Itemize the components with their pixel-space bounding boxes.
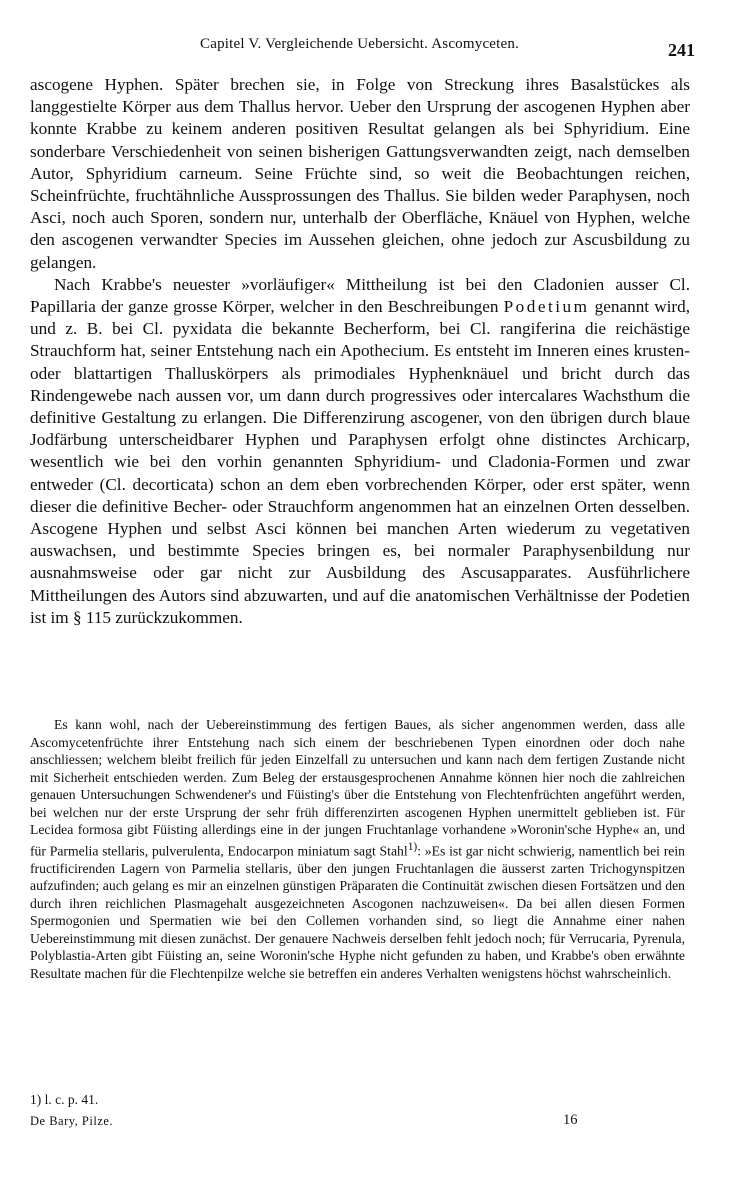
running-head: Capitel V. Vergleichende Uebersicht. Ascomyceten. [200, 36, 520, 52]
paragraph-2-start: Nach Krabbe's neuester »vorläufiger« Mittheilung ist bei den Cladonien ausser Cl. Papillaria der ganze grosse Körper, welcher in den Beschreibungen [30, 274, 690, 317]
small-print-note [30, 716, 685, 982]
main-text [30, 74, 690, 629]
footnote-reference: 1) [407, 840, 418, 853]
footnote: 1) l. c. p. 41. [30, 1092, 99, 1107]
page-number: 241 [668, 40, 695, 60]
signature-number: 16 [563, 1112, 578, 1128]
page-header [30, 36, 695, 66]
paragraph-2-rest: genannt wird, und z. B. bei Cl. pyxidata die bekannte Becherform, bei Cl. rangiferina die reichästige Strauchform hat, seiner Entstehung nach ein Apothecium. Es entsteht im Inneren eines krusten- oder blattartigen Thalluskörpers als primodiales Hyphenknäuel und bricht durch das Rindengewebe nach aussen vor, um dann durch progressives oder intercalares Wachsthum die definitive Gestaltung zu erlangen. Die Differenzirung ascogener, von den übrigen durch blaue Jodfärbung unterscheidbarer Hyphen und Paraphysen erfolgt ohne distinctes Archicarp, wesentlich wie bei den vorhin genannten Sphyridium- und Cladonia-Formen und zwar entweder (Cl. decorticata) schon an dem eben vorbrechenden Körper, oder erst später, wenn dieser die definitive Becher- oder Strauchform angenommen hat an einzelnen Orten desselben. Ascogene Hyphen und selbst Asci können bei manchen Arten wiederum zu vegetativen auswachsen, und bestimmte Species bringen es, bei normaler Paraphysenbildung nur ausnahmsweise oder gar nicht zur Ausbildung des Ascusapparates. Ausführlichere Mittheilungen des Autors sind abzuwarten, und auf die anatomischen Verhältnisse der Podetien ist im § 115 zurückzukommen. [30, 297, 691, 627]
paragraph-2 [30, 274, 690, 629]
note-text-rest: : »Es ist gar nicht schwierig, namentlich bei rein fructificirenden Lagern von Parmelia stellaris, über den jungen Fruchtanlagen die äusserst zarten Trichogynspitzen aufzufinden; auch gelang es mir an einzelnen günstigen Präparaten die Continuität zwischen diesen Fortsätzen und den durch ihren reichlichen Plasmagehalt ausgezeichneten Ascogonen nachzuweisen«. Da bei allen diesen Formen Spermogonien und Spermatien wie bei den Collemen vorhanden sind, so liegt die Annahme einer nahen Uebereinstimmung mit diesen zunächst. Der genauere Nachweis derselben fehlt jedoch noch; für Verrucaria, Pyrenula, Polyblastia-Arten gibt Füisting an, seine Woronin'sche Hyphe nicht gefunden zu haben, und Krabbe's oben erwähnte Resultate machen für die Flechtenpilze welche sie betreffen ein anderes Verhalten wenigstens höchst wahrscheinlich. [30, 843, 686, 981]
note-text-start: Es kann wohl, nach der Uebereinstimmung des fertigen Baues, als sicher angenommen werden, dass alle Ascomycetenfrüchte ihrer Entstehung nach sich einem der beschriebenen Typen einordnen oder doch nahe anschliessen; welchem bleibt freilich für jeden Einzelfall zu untersuchen und kann nach dem fertigen Zustande nicht mit Sicherheit entschieden werden. Zum Beleg der erstausgesprochenen Annahme können hier noch die zahlreichen genauen Untersuchungen Schwendener's und Füisting's über die Entstehung von Flechtenfrüchten angeführt werden, bei welchen nur der erste Ursprung der sehr früh differenzirten ascogenen Hyphen unermittelt geblieben ist. Für Lecidea formosa gibt Füisting allerdings eine in der jungen Fruchtanlage vorhandene »Woronin'sche Hyphe« an, und für Parmelia stellaris, pulverulenta, Endocarpon miniatum sagt Stahl [30, 717, 685, 859]
printer-signature: De Bary, Pilze. [30, 1114, 114, 1128]
podetium-term: Podetium [503, 297, 590, 317]
paragraph-1: ascogene Hyphen. Später brechen sie, in Folge von Streckung ihres Basalstückes als langgestielte Körper aus dem Thallus hervor. Ueber den Ursprung der ascogenen Hyphen aber konnte Krabbe zu keinem anderen positiven Resultat gelangen als bei Sphyridium. Eine sonderbare Verschiedenheit von seinen bisherigen Gattungsverwandten zeigt, nach demselben Autor, Sphyridium carneum. Seine Früchte sind, so weit die Beobachtungen reichen, Scheinfrüchte, fruchtähnliche Aussprossungen des Thallus. Sie bilden weder Paraphysen, noch Asci, noch auch Sporen, sondern nur, unterhalb der Oberfläche, Knäuel von Hyphen, welche den ascogenen verwandter Species im Aussehen gleichen, ohne jedoch zur Ascusbildung zu gelangen. [30, 75, 690, 272]
